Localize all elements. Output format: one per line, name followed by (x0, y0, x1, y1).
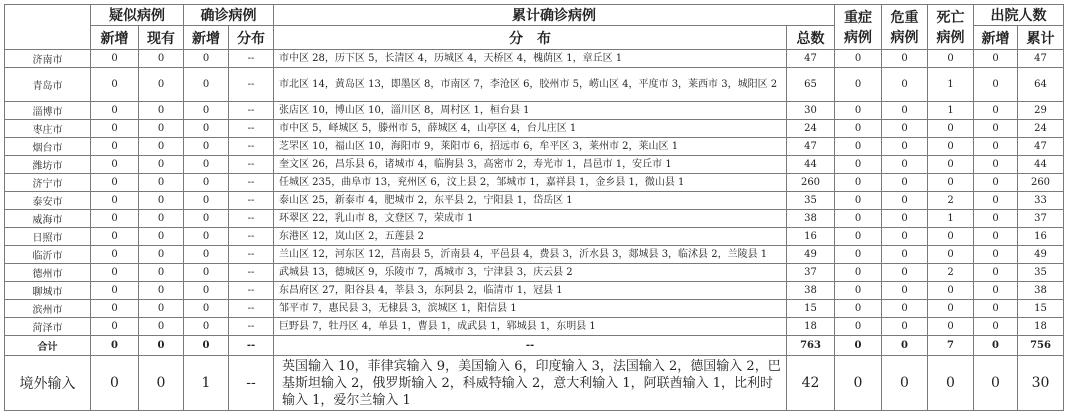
suspected-new: 0 (91, 156, 139, 174)
severe-count: 0 (835, 228, 882, 246)
cumulative-total: 38 (787, 282, 835, 300)
confirmed-distribution: -- (229, 68, 274, 102)
total-confirmed-distribution: -- (229, 336, 274, 356)
discharged-new: 0 (974, 102, 1018, 120)
critical-count: 0 (882, 228, 928, 246)
discharged-cumulative: 49 (1018, 246, 1064, 264)
suspected-current: 0 (139, 192, 184, 210)
discharged-new: 0 (974, 282, 1018, 300)
cumulative-total: 47 (787, 138, 835, 156)
severe-header-line2: 病例 (844, 30, 872, 46)
discharged-new: 0 (974, 228, 1018, 246)
confirmed-new: 0 (184, 174, 229, 192)
discharged-new: 0 (974, 50, 1018, 68)
discharged-cumulative: 35 (1018, 264, 1064, 282)
cumulative-distribution: 奎文区 26，昌乐县 6，诸城市 4，临朐县 3，高密市 2，寿光市 1，昌邑市 1，安丘市 1 (274, 156, 787, 174)
suspected-new: 0 (91, 228, 139, 246)
suspected-current: 0 (139, 300, 184, 318)
confirmed-new: 0 (184, 192, 229, 210)
city-name: 滨州市 (5, 300, 91, 318)
death-count: 0 (928, 50, 974, 68)
table-row (5, 246, 1064, 264)
city-name: 聊城市 (5, 282, 91, 300)
city-name: 济南市 (5, 50, 91, 68)
cumulative-distribution: 兰山区 12，河东区 12，莒南县 5，沂南县 4，平邑县 4，费县 3，沂水县 3，郯城县 3，临沭县 2，兰陵县 1 (274, 246, 787, 264)
discharged-cumulative: 64 (1018, 68, 1064, 102)
cumulative-distribution-header: 分 布 (274, 26, 787, 50)
suspected-current-header: 现有 (139, 26, 184, 50)
discharged-cumulative: 38 (1018, 282, 1064, 300)
table-row (5, 228, 1064, 246)
confirmed-distribution: -- (229, 282, 274, 300)
confirmed-new: 0 (184, 50, 229, 68)
suspected-current: 0 (139, 120, 184, 138)
cumulative-total: 16 (787, 228, 835, 246)
table-row (5, 264, 1064, 282)
confirmed-distribution: -- (229, 156, 274, 174)
covid-statistics-table (4, 4, 1064, 411)
suspected-current: 0 (139, 228, 184, 246)
cumulative-total: 37 (787, 264, 835, 282)
death-count: 1 (928, 102, 974, 120)
severe-count: 0 (835, 156, 882, 174)
cumulative-total: 18 (787, 318, 835, 336)
cumulative-distribution: 市中区 28，历下区 5，长清区 4，历城区 4，天桥区 4，槐荫区 1，章丘区 1 (274, 50, 787, 68)
severe-count: 0 (835, 300, 882, 318)
cumulative-distribution: 邹平市 7，惠民县 3，无棣县 3，滨城区 1，阳信县 1 (274, 300, 787, 318)
imported-suspected-new: 0 (91, 356, 139, 411)
death-count: 0 (928, 282, 974, 300)
total-severe: 0 (835, 336, 882, 356)
confirmed-distribution-header: 分布 (229, 26, 274, 50)
suspected-current: 0 (139, 246, 184, 264)
cumulative-distribution: 市北区 14，黄岛区 13，即墨区 8，市南区 7，李沧区 6，胶州市 5，崂山区 4，平度市 3，莱西市 3，城阳区 2 (274, 68, 787, 102)
discharged-new-header: 新增 (974, 26, 1018, 50)
cumulative-total: 49 (787, 246, 835, 264)
severe-count: 0 (835, 138, 882, 156)
cumulative-total: 24 (787, 120, 835, 138)
cumulative-total: 47 (787, 50, 835, 68)
total-suspected-current: 0 (139, 336, 184, 356)
city-name: 临沂市 (5, 246, 91, 264)
confirmed-distribution: -- (229, 50, 274, 68)
severe-count: 0 (835, 210, 882, 228)
suspected-new: 0 (91, 300, 139, 318)
discharged-cumulative: 33 (1018, 192, 1064, 210)
severe-count: 0 (835, 50, 882, 68)
critical-count: 0 (882, 300, 928, 318)
death-count: 2 (928, 192, 974, 210)
total-label: 合计 (5, 336, 91, 356)
suspected-header: 疑似病例 (91, 5, 184, 26)
confirmed-new: 0 (184, 68, 229, 102)
imported-discharged-cumulative: 30 (1018, 356, 1064, 411)
city-header-cell (5, 5, 91, 50)
discharged-cumulative: 24 (1018, 120, 1064, 138)
table-row (5, 156, 1064, 174)
cumulative-distribution: 芝罘区 10，福山区 10，海阳市 9，莱阳市 6，招远市 6，牟平区 3，莱州市 2，莱山区 1 (274, 138, 787, 156)
imported-row (5, 356, 1064, 411)
cumulative-total: 30 (787, 102, 835, 120)
confirmed-distribution: -- (229, 138, 274, 156)
city-name: 威海市 (5, 210, 91, 228)
critical-count: 0 (882, 282, 928, 300)
critical-count: 0 (882, 174, 928, 192)
cumulative-distribution: 泰山区 25，新泰市 4，肥城市 2，东平县 2，宁阳县 1，岱岳区 1 (274, 192, 787, 210)
death-count: 0 (928, 228, 974, 246)
death-header-line1: 死亡 (936, 10, 965, 26)
city-name: 菏泽市 (5, 318, 91, 336)
suspected-new: 0 (91, 138, 139, 156)
cumulative-distribution: 武城县 13，德城区 9，乐陵市 7，禹城市 3，宁津县 3，庆云县 2 (274, 264, 787, 282)
confirmed-distribution: -- (229, 318, 274, 336)
suspected-new: 0 (91, 210, 139, 228)
confirmed-header: 确诊病例 (184, 5, 274, 26)
cumulative-total: 44 (787, 156, 835, 174)
severe-count: 0 (835, 120, 882, 138)
suspected-new: 0 (91, 120, 139, 138)
confirmed-new: 0 (184, 264, 229, 282)
suspected-current: 0 (139, 210, 184, 228)
statistics-table-container (4, 4, 1064, 411)
suspected-new: 0 (91, 282, 139, 300)
table-row (5, 120, 1064, 138)
confirmed-new: 0 (184, 102, 229, 120)
total-cumulative-total: 763 (787, 336, 835, 356)
suspected-new: 0 (91, 192, 139, 210)
confirmed-new: 0 (184, 156, 229, 174)
death-count: 0 (928, 120, 974, 138)
suspected-new: 0 (91, 102, 139, 120)
discharged-new: 0 (974, 156, 1018, 174)
severe-count: 0 (835, 102, 882, 120)
cumulative-total: 15 (787, 300, 835, 318)
city-name: 淄博市 (5, 102, 91, 120)
critical-count: 0 (882, 68, 928, 102)
suspected-current: 0 (139, 50, 184, 68)
city-name: 青岛市 (5, 68, 91, 102)
confirmed-new: 0 (184, 120, 229, 138)
confirmed-new: 0 (184, 318, 229, 336)
cumulative-total: 260 (787, 174, 835, 192)
cumulative-distribution: 东昌府区 27，阳谷县 4，莘县 3，东阿县 2，临清市 1，冠县 1 (274, 282, 787, 300)
suspected-current: 0 (139, 174, 184, 192)
cumulative-total: 65 (787, 68, 835, 102)
confirmed-new: 0 (184, 210, 229, 228)
cumulative-total: 38 (787, 210, 835, 228)
cumulative-distribution: 环翠区 22，乳山市 8，文登区 7，荣成市 1 (274, 210, 787, 228)
confirmed-new: 0 (184, 246, 229, 264)
discharged-new: 0 (974, 174, 1018, 192)
discharged-new: 0 (974, 138, 1018, 156)
suspected-current: 0 (139, 318, 184, 336)
confirmed-distribution: -- (229, 192, 274, 210)
total-discharged-cumulative: 756 (1018, 336, 1064, 356)
discharged-header: 出院人数 (974, 5, 1064, 26)
table-row (5, 138, 1064, 156)
suspected-current: 0 (139, 68, 184, 102)
severe-count: 0 (835, 68, 882, 102)
imported-cumulative-total: 42 (787, 356, 835, 411)
discharged-cumulative: 15 (1018, 300, 1064, 318)
confirmed-distribution: -- (229, 174, 274, 192)
confirmed-distribution: -- (229, 300, 274, 318)
total-critical: 0 (882, 336, 928, 356)
table-row (5, 192, 1064, 210)
confirmed-distribution: -- (229, 102, 274, 120)
cumulative-total: 35 (787, 192, 835, 210)
confirmed-distribution: -- (229, 120, 274, 138)
imported-confirmed-new: 1 (184, 356, 229, 411)
death-count: 1 (928, 210, 974, 228)
suspected-new: 0 (91, 264, 139, 282)
suspected-new: 0 (91, 174, 139, 192)
suspected-new-header: 新增 (91, 26, 139, 50)
critical-count: 0 (882, 102, 928, 120)
suspected-new: 0 (91, 68, 139, 102)
table-row (5, 300, 1064, 318)
city-name: 济宁市 (5, 174, 91, 192)
imported-label: 境外输入 (5, 356, 91, 411)
imported-suspected-current: 0 (139, 356, 184, 411)
total-confirmed-new: 0 (184, 336, 229, 356)
discharged-cumulative: 29 (1018, 102, 1064, 120)
total-row (5, 336, 1064, 356)
total-death: 7 (928, 336, 974, 356)
discharged-cumulative: 260 (1018, 174, 1064, 192)
discharged-new: 0 (974, 318, 1018, 336)
critical-count: 0 (882, 192, 928, 210)
severe-header (835, 5, 882, 50)
critical-count: 0 (882, 156, 928, 174)
death-header (928, 5, 974, 50)
city-name: 日照市 (5, 228, 91, 246)
death-count: 0 (928, 156, 974, 174)
death-count: 0 (928, 138, 974, 156)
critical-count: 0 (882, 264, 928, 282)
table-body (5, 50, 1064, 411)
table-row (5, 102, 1064, 120)
table-row (5, 282, 1064, 300)
suspected-new: 0 (91, 50, 139, 68)
critical-count: 0 (882, 246, 928, 264)
imported-death: 0 (928, 356, 974, 411)
confirmed-new: 0 (184, 138, 229, 156)
table-row (5, 68, 1064, 102)
confirmed-new: 0 (184, 228, 229, 246)
discharged-new: 0 (974, 192, 1018, 210)
total-suspected-new: 0 (91, 336, 139, 356)
severe-header-line1: 重症 (844, 10, 872, 26)
critical-header-line2: 病例 (890, 30, 919, 46)
critical-count: 0 (882, 138, 928, 156)
cumulative-distribution: 张店区 10，博山区 10，淄川区 8，周村区 1，桓台县 1 (274, 102, 787, 120)
severe-count: 0 (835, 318, 882, 336)
death-count: 0 (928, 174, 974, 192)
cumulative-total-header: 总数 (787, 26, 835, 50)
table-row (5, 210, 1064, 228)
suspected-new: 0 (91, 318, 139, 336)
death-count: 0 (928, 246, 974, 264)
critical-count: 0 (882, 210, 928, 228)
confirmed-distribution: -- (229, 228, 274, 246)
discharged-cumulative: 47 (1018, 50, 1064, 68)
cumulative-distribution: 巨野县 7，牡丹区 4，单县 1，曹县 1，成武县 1，郓城县 1，东明县 1 (274, 318, 787, 336)
imported-severe: 0 (835, 356, 882, 411)
suspected-new: 0 (91, 246, 139, 264)
death-count: 0 (928, 300, 974, 318)
severe-count: 0 (835, 246, 882, 264)
city-name: 枣庄市 (5, 120, 91, 138)
critical-count: 0 (882, 50, 928, 68)
cumulative-distribution: 东港区 12，岚山区 2，五莲县 2 (274, 228, 787, 246)
discharged-cumulative: 47 (1018, 138, 1064, 156)
city-name: 烟台市 (5, 138, 91, 156)
confirmed-new: 0 (184, 300, 229, 318)
discharged-new: 0 (974, 120, 1018, 138)
cumulative-distribution: 任城区 235，曲阜市 13，兖州区 6，汶上县 2，邹城市 1，嘉祥县 1，金乡县 1，微山县 1 (274, 174, 787, 192)
suspected-current: 0 (139, 282, 184, 300)
imported-confirmed-distribution: -- (229, 356, 274, 411)
total-discharged-new: 0 (974, 336, 1018, 356)
confirmed-distribution: -- (229, 246, 274, 264)
discharged-new: 0 (974, 246, 1018, 264)
discharged-cumulative: 37 (1018, 210, 1064, 228)
severe-count: 0 (835, 282, 882, 300)
confirmed-new-header: 新增 (184, 26, 229, 50)
discharged-new: 0 (974, 300, 1018, 318)
severe-count: 0 (835, 264, 882, 282)
severe-count: 0 (835, 192, 882, 210)
city-name: 德州市 (5, 264, 91, 282)
suspected-current: 0 (139, 102, 184, 120)
cumulative-distribution: 市中区 5，峄城区 5，滕州市 5，薛城区 4，山亭区 4，台儿庄区 1 (274, 120, 787, 138)
confirmed-distribution: -- (229, 210, 274, 228)
suspected-current: 0 (139, 138, 184, 156)
imported-discharged-new: 0 (974, 356, 1018, 411)
death-count: 0 (928, 318, 974, 336)
confirmed-distribution: -- (229, 264, 274, 282)
table-row (5, 50, 1064, 68)
critical-header (882, 5, 928, 50)
suspected-current: 0 (139, 264, 184, 282)
confirmed-new: 0 (184, 282, 229, 300)
table-row (5, 174, 1064, 192)
discharged-new: 0 (974, 210, 1018, 228)
severe-count: 0 (835, 174, 882, 192)
discharged-new: 0 (974, 264, 1018, 282)
discharged-new: 0 (974, 68, 1018, 102)
suspected-current: 0 (139, 156, 184, 174)
death-header-line2: 病例 (936, 30, 965, 46)
city-name: 泰安市 (5, 192, 91, 210)
city-name: 潍坊市 (5, 156, 91, 174)
death-count: 2 (928, 264, 974, 282)
critical-header-line1: 危重 (890, 10, 919, 26)
critical-count: 0 (882, 318, 928, 336)
discharged-cumulative: 44 (1018, 156, 1064, 174)
imported-cumulative-distribution: 英国输入 10，菲律宾输入 9，美国输入 6，印度输入 3，法国输入 2，德国输入 2，巴基斯坦输入 2，俄罗斯输入 2，科威特输入 2，意大利输入 1，阿联酋输入 1，比利时输入 1，爱尔兰输入 1 (274, 356, 787, 411)
death-count: 1 (928, 68, 974, 102)
table-row (5, 318, 1064, 336)
discharged-cumulative-header: 累计 (1018, 26, 1064, 50)
discharged-cumulative: 18 (1018, 318, 1064, 336)
imported-critical: 0 (882, 356, 928, 411)
critical-count: 0 (882, 120, 928, 138)
discharged-cumulative: 16 (1018, 228, 1064, 246)
total-cumulative-distribution: -- (274, 336, 787, 356)
cumulative-header: 累计确诊病例 (274, 5, 835, 26)
